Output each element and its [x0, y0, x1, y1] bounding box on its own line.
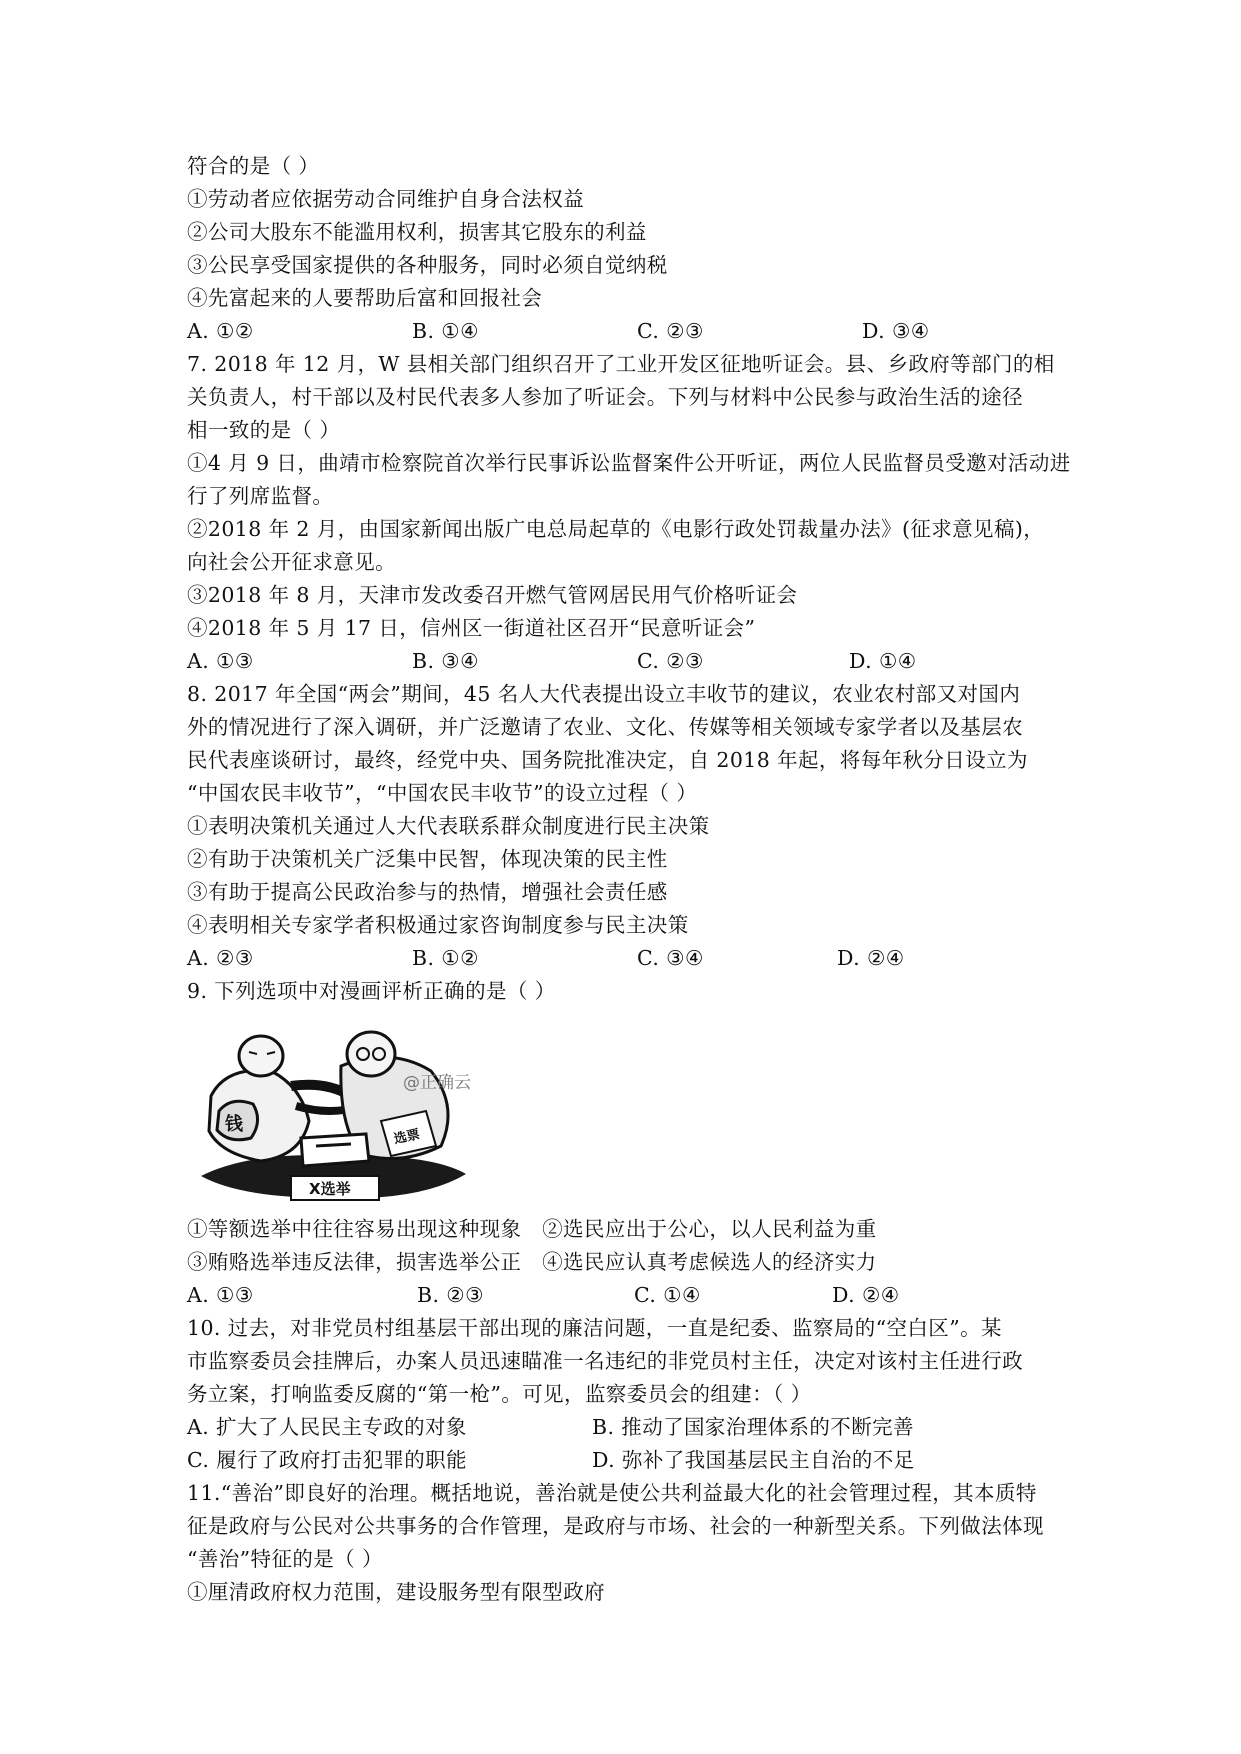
q6-option-b[interactable]: B. ①④: [412, 319, 479, 343]
q7-item-1-cont: 行了列席监督。: [187, 484, 334, 508]
q6-stem-tail: 符合的是（ ）: [187, 154, 320, 178]
q6-options: [187, 315, 1067, 348]
q8-stem-line-4: “中国农民丰收节”，“中国农民丰收节”的设立过程（ ）: [187, 781, 698, 805]
q8-option-d[interactable]: D. ②④: [837, 946, 905, 970]
q10-option-a[interactable]: A. 扩大了人民民主专政的对象: [187, 1415, 467, 1439]
q8-item-4: ④表明相关专家学者积极通过家咨询制度参与民主决策: [187, 913, 689, 937]
q9-stem: 9. 下列选项中对漫画评析正确的是（ ）: [187, 979, 556, 1003]
page-content: [187, 150, 1071, 1609]
q10-stem-line-2: 市监察委员会挂牌后，办案人员迅速瞄准一名违纪的非党员村主任，决定对该村主任进行政: [187, 1349, 1023, 1373]
q8-option-b[interactable]: B. ①②: [412, 946, 479, 970]
q8-item-1: ①表明决策机关通过人大代表联系群众制度进行民主决策: [187, 814, 710, 838]
q6-option-d[interactable]: D. ③④: [862, 319, 930, 343]
q7-stem-line-3: 相一致的是（ ）: [187, 418, 341, 442]
q9-option-b[interactable]: B. ②③: [417, 1283, 484, 1307]
q7-option-d[interactable]: D. ①④: [849, 649, 917, 673]
watermark-text: @正确云: [403, 1073, 471, 1093]
q11-stem-line-2: 征是政府与公民对公共事务的合作管理，是政府与市场、社会的一种新型关系。下列做法体现: [187, 1514, 1044, 1538]
q7-option-b[interactable]: B. ③④: [412, 649, 479, 673]
q9-cartoon: [187, 1008, 1067, 1213]
q8-options: [187, 942, 1067, 975]
q8-stem-line-3: 民代表座谈研讨，最终，经党中央、国务院批准决定，自 2018 年起，将每年秋分日设立为: [187, 748, 1028, 772]
q11-item-1: ①厘清政府权力范围，建设服务型有限型政府: [187, 1580, 605, 1604]
q6-item-3: ③公民享受国家提供的各种服务，同时必须自觉纳税: [187, 253, 668, 277]
q9-items-row-2: ③贿赂选举违反法律，损害选举公正 ④选民应认真考虑候选人的经济实力: [187, 1250, 877, 1274]
q9-option-d[interactable]: D. ②④: [832, 1283, 900, 1307]
ballot-label: 选票: [392, 1127, 422, 1148]
cartoon-caption: X选举: [309, 1180, 351, 1198]
q8-item-3: ③有助于提高公民政治参与的热情，增强社会责任感: [187, 880, 668, 904]
q9-options: [187, 1279, 1067, 1312]
q10-stem-line-1: 10. 过去，对非党员村组基层干部出现的廉洁问题，一直是纪委、监察局的“空白区”。某: [187, 1316, 1002, 1340]
money-bag-label: 钱: [225, 1114, 243, 1135]
q8-option-c[interactable]: C. ③④: [637, 946, 704, 970]
q8-option-a[interactable]: A. ②③: [187, 946, 254, 970]
q10-option-d[interactable]: D. 弥补了我国基层民主自治的不足: [592, 1448, 915, 1472]
q7-item-1: ①4 月 9 日，曲靖市检察院首次举行民事诉讼监督案件公开听证，两位人民监督员受邀对活动进: [187, 451, 1071, 475]
q7-item-3: ③2018 年 8 月，天津市发改委召开燃气管网居民用气价格听证会: [187, 583, 798, 607]
q7-options: [187, 645, 1067, 678]
q7-stem-line-2: 关负责人，村干部以及村民代表多人参加了听证会。下列与材料中公民参与政治生活的途径: [187, 385, 1023, 409]
q11-stem-line-1: 11.“善治”即良好的治理。概括地说，善治就是使公共利益最大化的社会管理过程，其本质特: [187, 1481, 1037, 1505]
q7-option-a[interactable]: A. ①③: [187, 649, 254, 673]
q8-item-2: ②有助于决策机关广泛集中民智，体现决策的民主性: [187, 847, 668, 871]
q6-option-c[interactable]: C. ②③: [637, 319, 704, 343]
q11-stem-line-3: “善治”特征的是（ ）: [187, 1547, 383, 1571]
q7-item-4: ④2018 年 5 月 17 日，信州区一街道社区召开“民意听证会”: [187, 616, 756, 640]
q6-item-4: ④先富起来的人要帮助后富和回报社会: [187, 286, 543, 310]
q7-option-c[interactable]: C. ②③: [637, 649, 704, 673]
q10-option-c[interactable]: C. 履行了政府打击犯罪的职能: [187, 1448, 467, 1472]
q8-stem-line-2: 外的情况进行了深入调研，并广泛邀请了农业、文化、传媒等相关领域专家学者以及基层农: [187, 715, 1023, 739]
q10-option-b[interactable]: B. 推动了国家治理体系的不断完善: [592, 1415, 914, 1439]
q10-options-row-2: [187, 1444, 1067, 1477]
q9-option-a[interactable]: A. ①③: [187, 1283, 254, 1307]
q6-item-2: ②公司大股东不能滥用权利，损害其它股东的利益: [187, 220, 647, 244]
q6-item-1: ①劳动者应依据劳动合同维护自身合法权益: [187, 187, 585, 211]
q9-items-row-1: ①等额选举中往往容易出现这种现象 ②选民应出于公心，以人民利益为重: [187, 1217, 877, 1241]
q10-stem-line-3: 务立案，打响监委反腐的“第一枪”。可见，监察委员会的组建：（ ）: [187, 1382, 812, 1406]
q8-stem-line-1: 8. 2017 年全国“两会”期间，45 名人大代表提出设立丰收节的建议，农业农村部又对国内: [187, 682, 1021, 706]
q7-item-2-cont: 向社会公开征求意见。: [187, 550, 396, 574]
q7-stem-line-1: 7. 2018 年 12 月，W 县相关部门组织召开了工业开发区征地听证会。县、乡政府等部门的相: [187, 352, 1055, 376]
q9-option-c[interactable]: C. ①④: [634, 1283, 701, 1307]
bribery-cartoon-illustration: [191, 1026, 481, 1206]
q6-option-a[interactable]: A. ①②: [187, 319, 254, 343]
q7-item-2: ②2018 年 2 月，由国家新闻出版广电总局起草的《电影行政处罚裁量办法》(征求意见稿)，: [187, 517, 1045, 541]
q10-options-row-1: [187, 1411, 1067, 1444]
